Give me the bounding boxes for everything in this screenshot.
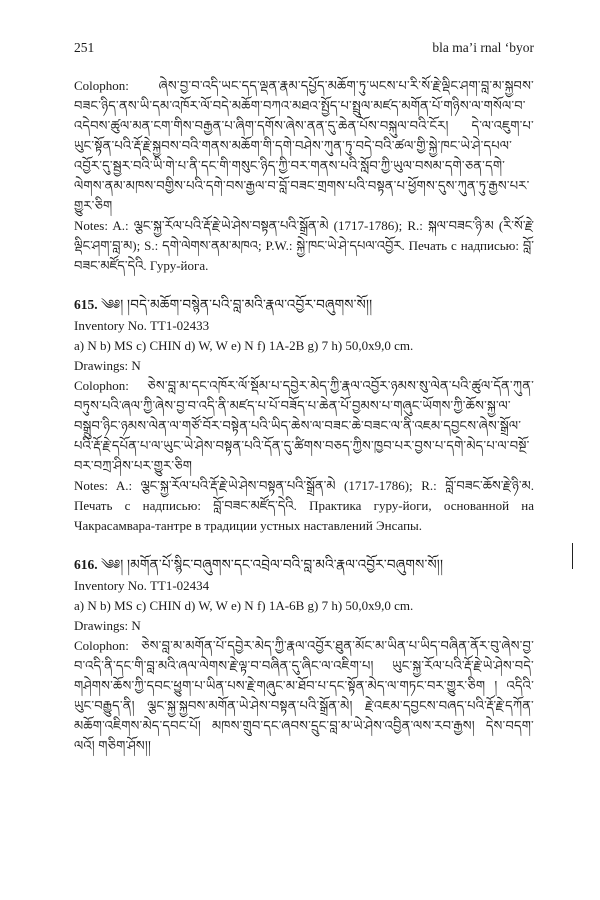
running-title: bla ma’i rnal ‘byor [432,40,534,55]
colophon-paragraph [74,636,534,756]
drawings-line: Drawings: N [74,358,141,373]
entry-heading-615 [74,294,534,316]
colophon-label: Colophon: [74,638,129,653]
catalog-codes: a) N b) MS c) CHIN d) W, W e) N f) 1A-2B g) 7 h) 50,0x9,0 cm. [74,338,414,353]
inventory-number: Inventory No. TT1-02433 [74,318,210,333]
margin-change-bar [572,543,573,569]
colophon-paragraph [74,376,534,476]
notes-text: A.: ལྕང་སྐྱ་རོལ་པའི་རྡོ་རྗེ་ཡེ་ཤེས་བསྟན་པའི་སྒྲོན་མེ (1717-1786); R.: བློ་བཟང་ཆོས་རྗེ་ཉི་མ. Печать с надписью: བློ་བཟང་མཛོད་དེའི. Практика гуру-йоги, основанной на Чакрасамвара-тантре в традиции устных наставлений Энсапы. [74,478,534,533]
entry-number: 616. [74,557,98,572]
entry-number: 615. [74,297,98,312]
notes-label: Notes: [74,218,108,233]
notes-paragraph [74,476,534,536]
colophon-label: Colophon: [74,378,129,393]
colophon-text: ཞེས་བྱ་བ་འདི་ཡང་དད་ལྡན་རྣམ་དཔྱོད་མཆོག་ཏུ་ཡངས་པ་རི་སོ་རྗེ་ལྡིང་ཤག་བླ་མ་སྐྱབས་བཟང་ཉིད་ནས་ཡི་དམ་འཁོར་ལོ་བདེ་མཆོག་བཀའ་མཐའ་སྤྱོད་པ་སྤྲུལ་མཛད་མགོན་པོ་གཉིས་ལ་གསོལ་བ་འདེབས་ཚུལ་མན་ངག་གིས་བརྒྱན་པ་ཞིག་དགོས་ཞེས་ནན་དུ་ཆེན་པོས་བསྐུལ་བའི་ངོར། དེ་ལ་འཇུག་པ་ཡུང་སྟོན་པའི་རྡོ་རྗེ་སྐྱབས་བའི་གནས་མཆོག་གི་དགེ་བཤེས་ཀུན་ཏུ་བདེ་བའི་ཚལ་གྱི་སྐྱེ་ཁང་ཡེ་ཤེ་དཔལ་འབྱོར་དུ་སྦྱར་བའི་ཡི་གེ་པ་ནི་དང་གི་གསུང་ཉིད་ཀྱི་བར་གནས་པའི་སློབ་ཀྱི་ཡུལ་བསམ་དགེ་ཅན་དགེ་ལེགས་ནམ་མཁས་བགྱིས་པའི་དགེ་བས་རྒྱལ་བ་བློ་བཟང་གྲགས་པའི་བསྟན་པ་ཕྱོགས་དུས་ཀུན་ཏུ་རྒྱས་པར་གྱུར་ཅིག [74,78,534,213]
document-page [74,38,534,756]
page-header [74,38,534,60]
notes-label: Notes: [74,478,108,493]
colophon-text: ཅེས་བླ་མ་མགོན་པོ་དབྱེར་མེད་ཀྱི་རྣལ་འབྱོར་ཐུན་མོང་མ་ཡིན་པ་ཡིད་བཞིན་ནོར་བུ་ཞེས་བྱ་བ་འདི་ནི་དང་གི་བླ་མའི་ཞལ་ལེགས་རྗེ་ལྟ་བ་བཞིན་དུ་ཞིང་ལ་འཇིག་པ། ཡུང་སྐྱ་རོལ་པའི་རྡོ་རྗེ་ཡེ་ཤེས་བདེ་གཤེགས་ཆོས་ཀྱི་དབང་ཕྱུག་པ་ཡིན་པས་རྗེ་གཞུང་མ་ཐོབ་པ་དང་སྟོན་མེད་ལ་གཏང་བར་གྱུར་ཅིག ། འདིའི་ཡུང་བརྒྱུད་ནི། ལྕང་སྐྱ་སྐྱབས་མགོན་ཡེ་ཤེས་བསྟན་པའི་སྒྲོན་མེ། རྗེ་འཇམ་དབྱངས་བཞད་པའི་རྡོ་རྗེ་དཀོན་མཆོག་འཇིགས་མེད་དབང་པོ། མཁས་གྲུབ་དང་ཞབས་དྲུང་བླ་མ་ཡེ་ཤེས་འབྱིན་ལས་རབ་རྒྱས། དེས་བདག་ལའོ། གཅིག་ཤོས།། [74,638,534,753]
entry-title: ༄༅། །བདེ་མཆོག་བསྙེན་པའི་བླ་མའི་རྣལ་འབྱོར་བཞུགས་སོ།། [101,297,373,312]
colophon-text: ཅེས་བླ་མ་དང་འཁོར་ལོ་སྡོམ་པ་དབྱེར་མེད་ཀྱི་རྣལ་འབྱོར་ཉམས་སུ་ལེན་པའི་ཚུལ་དོན་ཀུན་བཏུས་པའི་ཞལ་ཀྱི་ཞེས་བྱ་བ་འདི་ནི་མཛད་པ་པོ་བཟོད་པ་ཆེན་པོ་བྱམས་པ་གཞུང་ཡོགས་ཀྱི་ཆོས་སྐྱ་ལ་བསྒྲུབ་ཉིང་ཉམས་ལེན་ལ་གཙོ་བོར་བསྟེན་པའི་ཡིད་ཆེས་ལ་བཟང་ཆེ་བཟང་ལ་ནི་འཇམ་དབྱངས་ཞེས་སྒྲོལ་པའི་རྡོ་རྗེ་དཔོན་པ་ལ་ཡུང་ཡེ་ཤེས་བསྟན་པའི་དོན་དུ་ཚིགས་བཅད་ཀྱིས་ཁྱབ་པར་བྱས་པ་དགེ་མེད་པ་ལ་བསྔོ་བར་བཀྲ་ཤིས་པར་གྱུར་ཅིག [74,378,534,473]
catalog-codes: a) N b) MS c) CHIN d) W, W e) N f) 1A-6B g) 7 h) 50,0x9,0 cm. [74,598,414,613]
inventory-number: Inventory No. TT1-02434 [74,578,210,593]
entry-heading-616 [74,554,534,576]
notes-paragraph [74,216,534,276]
colophon-label: Colophon: [74,78,129,93]
page-number: 251 [74,40,95,55]
colophon-paragraph [74,76,534,216]
entry-title: ༄༅། །མགོན་པོ་སྙིང་བཞུགས་དང་འབྲེལ་བའི་བླ་མའི་རྣལ་འབྱོར་བཞུགས་སོ།། [101,557,444,572]
notes-text: A.: ལྕང་སྐྱ་རོལ་པའི་རྡོ་རྗེ་ཡེ་ཤེས་བསྟན་པའི་སྒྲོན་མེ (1717-1786); R.: སྐལ་བཟང་ཉི་མ (རི་སོ་རྗེ་ལྡིང་ཤག་བླ་མ); S.: དགེ་ལེགས་ནམ་མཁའ; P.W.: སྐྱེ་ཁང་ཡེ་ཤེ་དཔལ་འབྱོར. Печать с надписью: བློ་བཟང་མཛོད་དེའི. Гуру-йога. [74,218,534,273]
drawings-line: Drawings: N [74,618,141,633]
